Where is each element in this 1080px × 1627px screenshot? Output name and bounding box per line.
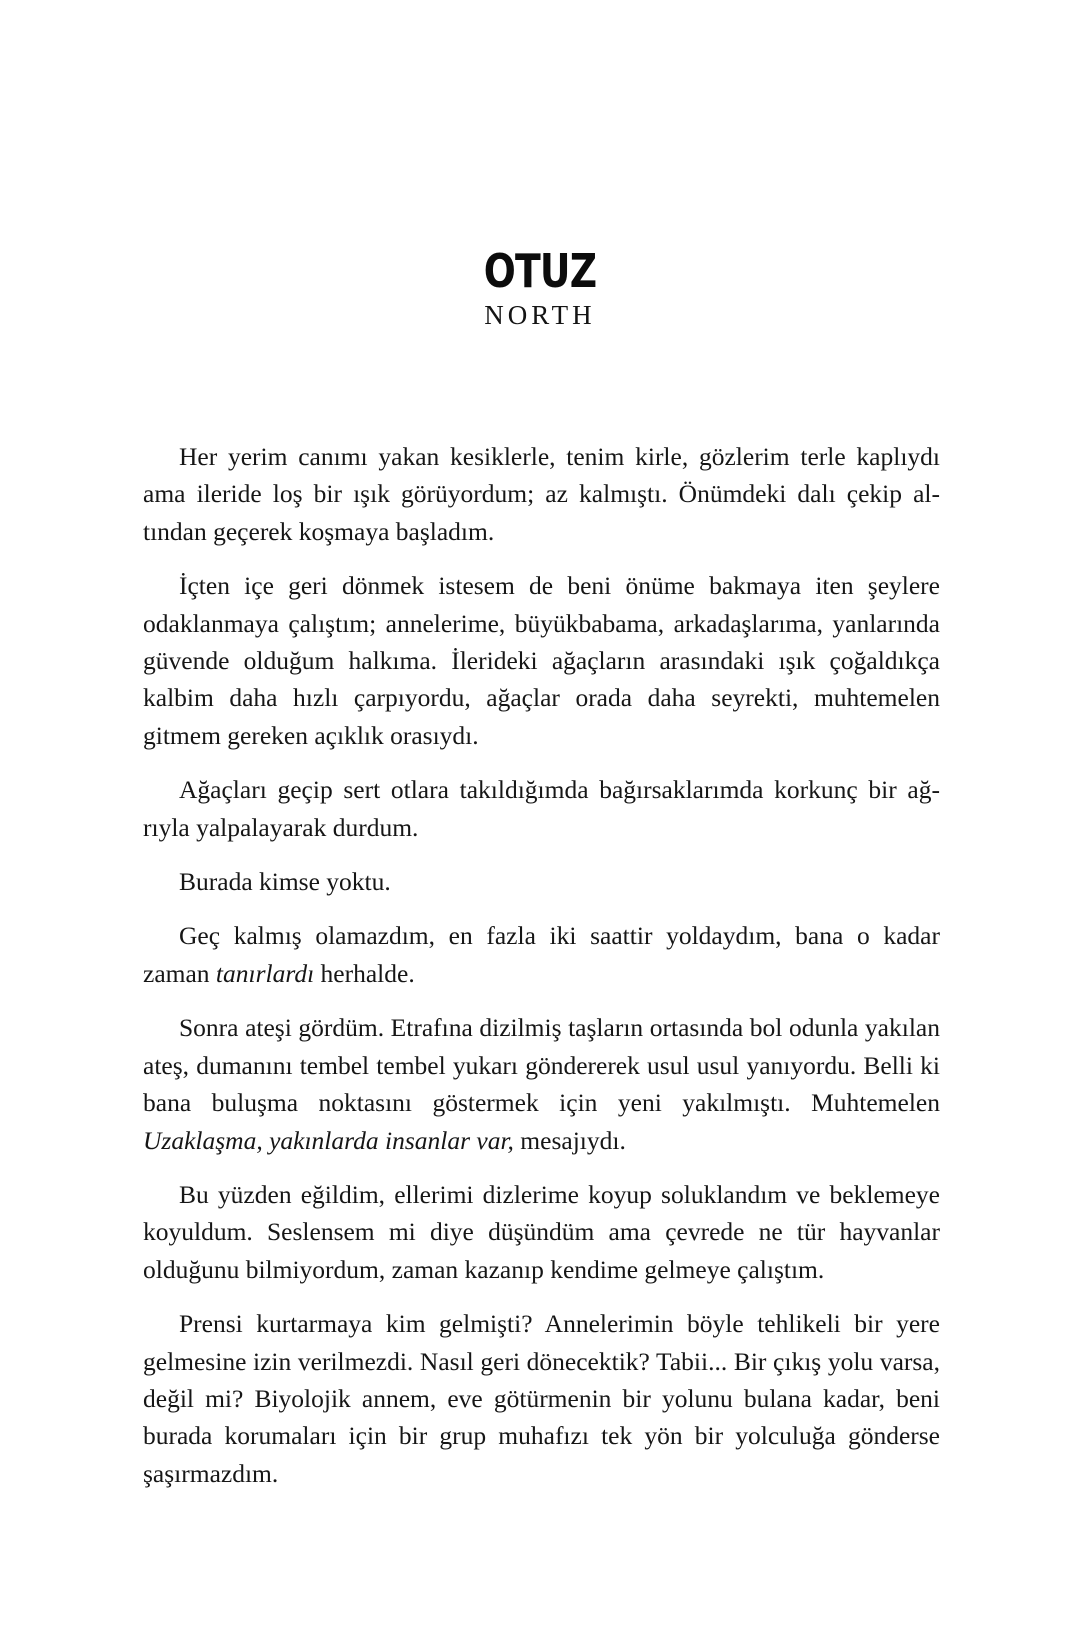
paragraph-text: mesajıydı. <box>513 1125 626 1155</box>
paragraph-text: İçten içe geri dönmek istesem de beni önüme bakmaya iten şeylere odaklanmaya çalıştım; annelerime, büyükbabama, arkadaşlarıma, yanlarında güvende olduğum halkıma. İlerideki ağaçların arasındaki ışık çoğaldıkça kalbim daha hızlı çarpıyordu, ağaçlar orada daha seyrekti, muhtemelen gitmem gereken açıklık orasıydı. <box>143 571 940 750</box>
paragraph <box>143 1176 940 1288</box>
paragraph-text: Sonra ateşi gördüm. Etrafına dizilmiş taşların ortasında bol odunla yakılan ateş, dumanını tembel tembel yukarı göndererek usul usul yanıyordu. Belli ki bana buluşma noktasını göstermek için yeni yakılmıştı. Muhtemelen <box>143 1013 940 1118</box>
paragraph <box>143 771 940 846</box>
paragraph <box>143 917 940 992</box>
paragraph <box>143 1305 940 1492</box>
paragraph-text: Burada kimse yoktu. <box>179 867 391 897</box>
paragraph <box>143 863 940 900</box>
paragraph-text: Her yerim canımı yakan kesiklerle, tenim kirle, gözlerim terle kaplıydı ama ileride loş bir ışık görüyordum; az kalmıştı. Önümdeki dalı çekip altından geçerek koşmaya başladım. <box>143 442 940 546</box>
italic-phrase: Uzaklaşma, yakınlarda insanlar var, <box>143 1125 514 1155</box>
chapter-number: OTUZ <box>483 244 597 298</box>
chapter-title: NORTH <box>484 300 596 330</box>
paragraph-text: herhalde. <box>314 958 415 988</box>
italic-phrase: tanırlardı <box>215 958 315 988</box>
paragraph-text: Prensi kurtarmaya kim gelmişti? Annelerimin böyle tehlikeli bir yere gelmesine izin verilmezdi. Nasıl geri dönecektik? Tabii... Bir çıkış yolu varsa, değil mi? Biyolojik annem, eve götürmenin bir yolunu bulana kadar, beni burada korumaları için bir grup muhafızı tek yön bir yolculuğa gönderse şaşırmazdım. <box>143 1309 940 1488</box>
paragraph-text: Bu yüzden eğildim, ellerimi dizlerime koyup soluklandım ve beklemeye koyuldum. Seslensem mi diye düşündüm ama çevrede ne tür hayvanlar olduğunu bilmiyordum, zaman kazanıp kendime gelmeye çalıştım. <box>143 1179 940 1284</box>
paragraph <box>143 567 940 754</box>
paragraph <box>143 438 940 550</box>
chapter-body <box>143 438 940 1509</box>
paragraph <box>143 1009 940 1159</box>
paragraph-text: Ağaçları geçip sert otlara takıldığımda bağırsaklarımda korkunç bir ağrıyla yalpalayarak durdum. <box>143 775 940 842</box>
paragraph-text: Geç kalmış olamazdım, en fazla iki saattir yoldaydım, bana o kadar zaman <box>143 921 940 988</box>
